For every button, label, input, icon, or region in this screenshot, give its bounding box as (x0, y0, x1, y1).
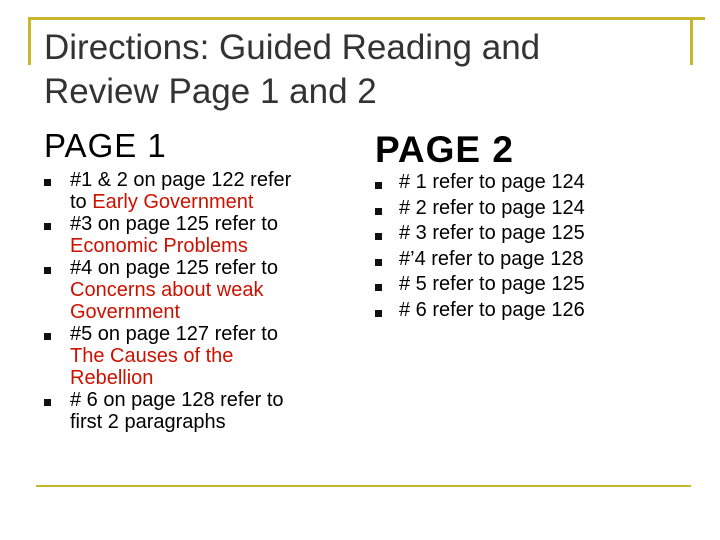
item-text: # 1 refer to page 124 (399, 171, 585, 193)
bullet-square-icon (44, 267, 51, 274)
item-highlight: The Causes of the (70, 345, 234, 367)
item-text: #1 & 2 on page 122 refer (70, 169, 292, 191)
item-text-line (70, 191, 344, 213)
bullet-square-icon (44, 333, 51, 340)
title-line-2: Review Page 1 and 2 (44, 72, 377, 111)
list-item (375, 272, 675, 298)
bullet-square-icon (375, 259, 382, 266)
list-item (375, 196, 675, 222)
bullet-square-icon (375, 284, 382, 291)
list-item (44, 169, 344, 213)
bullet-square-icon (375, 310, 382, 317)
right-rule (690, 17, 693, 65)
title-line-1: Directions: Guided Reading and (44, 28, 541, 67)
list-item (375, 247, 675, 273)
bullet-square-icon (375, 233, 382, 240)
list-item (44, 213, 344, 257)
list-item (375, 170, 675, 196)
page1-heading: PAGE 1 (44, 127, 167, 164)
item-text: # 6 on page 128 refer to (70, 389, 284, 411)
list-item (375, 298, 675, 324)
item-text: # 6 refer to page 126 (399, 298, 585, 321)
bullet-square-icon (44, 223, 51, 230)
list-item (375, 221, 675, 247)
slide-title (44, 26, 684, 114)
bullet-square-icon (375, 208, 382, 215)
left-rule (28, 17, 31, 65)
item-highlight: Rebellion (70, 367, 154, 389)
page1-list (44, 169, 344, 433)
page2-heading: PAGE 2 (375, 129, 514, 170)
bullet-square-icon (44, 399, 51, 406)
item-highlight: Early Government (92, 191, 254, 213)
item-text: # 5 refer to page 125 (399, 273, 585, 295)
item-text: #5 on page 127 refer to (70, 323, 278, 345)
item-highlight: Concerns about weak (70, 279, 264, 301)
page2-list (375, 170, 675, 323)
bottom-rule (36, 485, 691, 487)
list-item (44, 323, 344, 389)
bullet-square-icon (375, 182, 382, 189)
item-text: #’4 refer to page 128 (399, 247, 584, 270)
item-highlight: Economic Problems (70, 235, 248, 257)
item-text: # 3 refer to page 125 (399, 222, 585, 244)
item-text: #4 on page 125 refer to (70, 257, 278, 279)
item-text: first 2 paragraphs (70, 411, 226, 433)
item-text: # 2 refer to page 124 (399, 196, 585, 219)
item-text: #3 on page 125 refer to (70, 213, 278, 235)
list-item (44, 389, 344, 433)
top-rule (28, 17, 705, 20)
item-highlight: Government (70, 301, 181, 323)
list-item (44, 257, 344, 323)
item-text: to (70, 191, 87, 213)
bullet-square-icon (44, 179, 51, 186)
